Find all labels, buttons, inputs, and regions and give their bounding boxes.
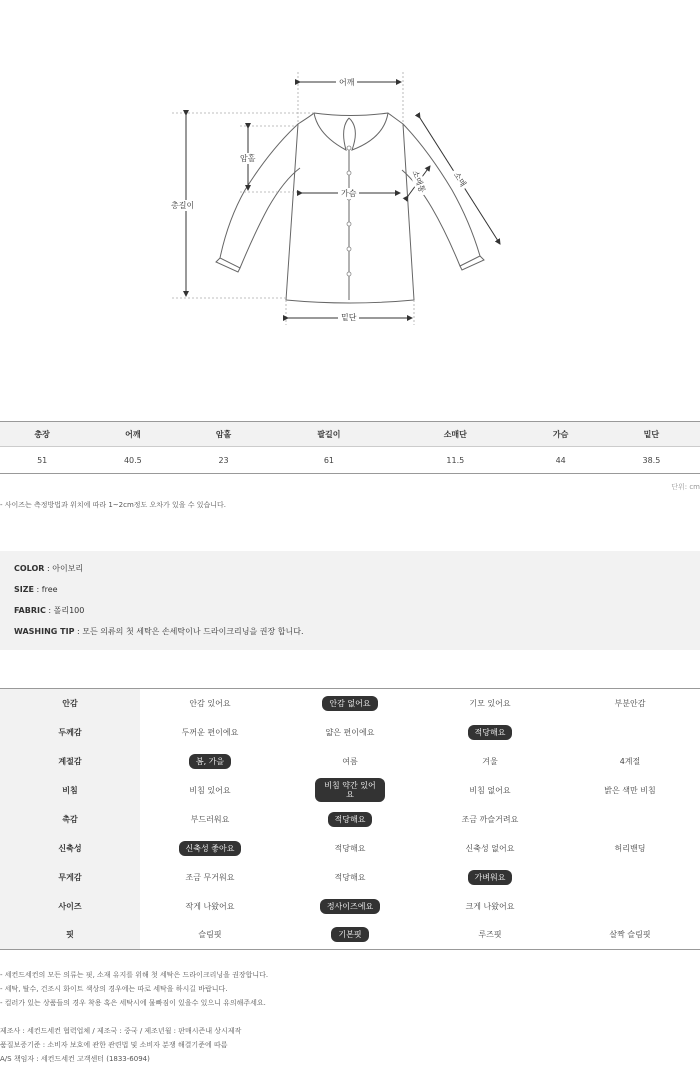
feature-option-selected: 기본핏 <box>331 927 368 942</box>
feature-table <box>0 688 700 950</box>
value-hem: 38.5 <box>603 447 700 474</box>
info-size: SIZE : free <box>14 585 58 594</box>
header-hem: 밑단 <box>603 422 700 447</box>
feature-option-cell <box>140 776 280 805</box>
feature-option-selected: 신축성 좋아요 <box>179 841 242 856</box>
feature-option: 슬림핏 <box>198 930 222 940</box>
feature-option-cell <box>280 718 420 747</box>
measure-note: - 사이즈는 측정방법과 위치에 따라 1~2cm정도 오차가 있을 수 있습니다. <box>0 501 227 509</box>
size-table-row <box>0 447 700 474</box>
feature-name: 계절감 <box>0 747 140 776</box>
feature-option: 신축성 없어요 <box>465 843 515 853</box>
feature-option-cell <box>280 921 420 950</box>
feature-row <box>0 834 700 863</box>
header-sleeve-end: 소매단 <box>392 422 518 447</box>
feature-option: 여름 <box>342 756 358 766</box>
feature-option-cell <box>420 747 560 776</box>
care-notes <box>0 970 268 1012</box>
info-washing-tip: WASHING TIP : 모든 의류의 첫 세탁은 손세탁이나 드라이크리닝을 권장 합니다. <box>14 627 304 636</box>
feature-option-cell <box>420 776 560 805</box>
feature-option-cell <box>280 805 420 834</box>
feature-option: 허리밴딩 <box>614 843 646 853</box>
feature-option: 겨울 <box>482 756 498 766</box>
product-info-box <box>0 551 700 650</box>
feature-option-cell <box>560 863 700 892</box>
sleeve-label: 소매 <box>449 168 470 192</box>
feature-name: 촉감 <box>0 805 140 834</box>
feature-option-cell <box>280 834 420 863</box>
hem-label: 밑단 <box>338 312 359 323</box>
feature-option-cell <box>420 863 560 892</box>
feature-row <box>0 718 700 747</box>
feature-option: 적당해요 <box>334 872 366 882</box>
feature-option-cell <box>140 718 280 747</box>
feature-option-selected: 적당해요 <box>328 812 373 827</box>
feature-option-cell <box>420 921 560 950</box>
feature-option: 조금 까슬거려요 <box>461 814 519 824</box>
feature-row <box>0 892 700 921</box>
feature-option: 기모 있어요 <box>469 698 511 708</box>
header-armhole: 암홀 <box>181 422 265 447</box>
feature-option: 비침 있어요 <box>189 785 231 795</box>
maker-line: 품질보증기준 : 소비자 보호에 관한 관련법 및 소비자 분쟁 해결기준에 따름 <box>0 1041 228 1049</box>
feature-option: 밝은 색만 비침 <box>604 785 656 795</box>
feature-name: 핏 <box>0 921 140 950</box>
feature-option-cell <box>420 892 560 921</box>
care-note: - 컬러가 있는 상품들의 경우 착용 혹은 세탁시에 물빠짐이 있을수 있으니 유의해주세요. <box>0 999 266 1007</box>
feature-option: 두꺼운 편이에요 <box>181 727 239 737</box>
value-shoulder: 40.5 <box>84 447 181 474</box>
feature-option-cell <box>420 834 560 863</box>
feature-option-cell <box>560 805 700 834</box>
value-sleeve-end: 11.5 <box>392 447 518 474</box>
info-color: COLOR : 아이보리 <box>14 564 84 573</box>
feature-name: 신축성 <box>0 834 140 863</box>
feature-option-cell <box>560 689 700 718</box>
info-fabric: FABRIC : 폴리100 <box>14 606 85 615</box>
feature-option-selected: 비침 약간 있어요 <box>315 778 385 802</box>
feature-name: 두께감 <box>0 718 140 747</box>
feature-option-cell <box>560 921 700 950</box>
feature-option-cell <box>140 689 280 718</box>
feature-option: 부분안감 <box>614 698 646 708</box>
feature-name: 비침 <box>0 776 140 805</box>
feature-option: 조금 무거워요 <box>185 872 235 882</box>
unit-note: 단위: cm <box>671 483 700 491</box>
header-shoulder: 어깨 <box>84 422 181 447</box>
size-table <box>0 421 700 474</box>
shoulder-label: 어깨 <box>336 77 357 88</box>
sleeve-opening-label: 소매통 <box>408 166 428 197</box>
feature-option: 4계절 <box>619 756 641 766</box>
feature-option-selected: 적당해요 <box>468 725 513 740</box>
maker-line: A/S 책임자 : 세컨드세컨 고객센터 (1833-6094) <box>0 1055 150 1063</box>
total-length-label: 총길이 <box>168 200 197 211</box>
size-diagram <box>0 0 700 400</box>
feature-option-cell <box>280 776 420 805</box>
armhole-label: 암홀 <box>237 153 258 164</box>
header-total-length: 총장 <box>0 422 84 447</box>
value-arm-length: 61 <box>266 447 392 474</box>
feature-option-cell <box>420 689 560 718</box>
feature-option-cell <box>560 776 700 805</box>
feature-option-cell <box>140 805 280 834</box>
feature-option: 작게 나왔어요 <box>185 901 235 911</box>
feature-option-cell <box>560 747 700 776</box>
feature-row <box>0 689 700 718</box>
care-note: - 세컨드세컨의 모든 의류는 핏, 소재 유지를 위해 첫 세탁은 드라이크리닝을 권장합니다. <box>0 971 269 979</box>
feature-table-body <box>0 689 700 950</box>
feature-option-cell <box>140 863 280 892</box>
feature-option-cell <box>560 834 700 863</box>
feature-row <box>0 776 700 805</box>
feature-option-cell <box>280 689 420 718</box>
feature-option-selected: 안감 없어요 <box>322 696 377 711</box>
feature-option: 크게 나왔어요 <box>465 901 515 911</box>
feature-option-cell <box>280 747 420 776</box>
maker-line: 제조사 : 세컨드세컨 협력업체 / 제조국 : 중국 / 제조년월 : 판매시즌내 상시제작 <box>0 1027 242 1035</box>
feature-option-cell <box>280 863 420 892</box>
feature-option-selected: 봄, 가을 <box>189 754 231 769</box>
feature-option-cell <box>420 718 560 747</box>
feature-name: 사이즈 <box>0 892 140 921</box>
feature-option: 적당해요 <box>334 843 366 853</box>
feature-option-selected: 가벼워요 <box>468 870 513 885</box>
value-total-length: 51 <box>0 447 84 474</box>
feature-option-cell <box>420 805 560 834</box>
care-note: - 세탁, 탈수, 건조시 화이트 색상의 경우에는 따로 세탁을 하시길 바랍니다. <box>0 985 228 993</box>
value-armhole: 23 <box>181 447 265 474</box>
maker-info <box>0 1026 241 1068</box>
value-chest: 44 <box>519 447 603 474</box>
feature-option: 부드러워요 <box>190 814 230 824</box>
header-chest: 가슴 <box>519 422 603 447</box>
feature-option-cell <box>560 892 700 921</box>
feature-option-cell <box>560 718 700 747</box>
feature-option: 안감 있어요 <box>189 698 231 708</box>
blouse-diagram-svg <box>0 0 700 400</box>
feature-row <box>0 921 700 950</box>
size-table-header <box>0 422 700 447</box>
feature-option-cell <box>140 834 280 863</box>
feature-option-cell <box>140 892 280 921</box>
feature-option-cell <box>140 921 280 950</box>
feature-row <box>0 747 700 776</box>
feature-name: 안감 <box>0 689 140 718</box>
feature-option: 살짝 슬림핏 <box>609 930 651 940</box>
header-arm-length: 팔길이 <box>266 422 392 447</box>
feature-option-selected: 정사이즈에요 <box>320 899 380 914</box>
feature-name: 무게감 <box>0 863 140 892</box>
feature-option: 얇은 편이에요 <box>325 727 375 737</box>
feature-row <box>0 805 700 834</box>
feature-row <box>0 863 700 892</box>
feature-option-cell <box>140 747 280 776</box>
feature-option: 루즈핏 <box>478 930 502 940</box>
feature-option-cell <box>280 892 420 921</box>
feature-option: 비침 없어요 <box>469 785 511 795</box>
chest-label: 가슴 <box>338 188 359 199</box>
